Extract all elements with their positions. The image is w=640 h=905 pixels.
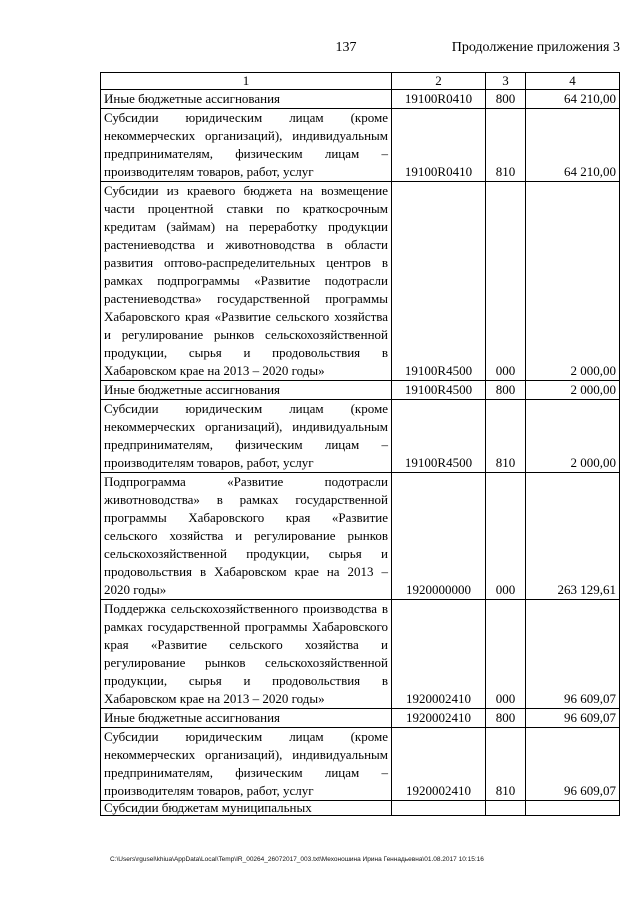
table-header-row xyxy=(101,73,620,90)
row-code: 19100R4500 xyxy=(392,400,486,473)
row-amount: 2 000,00 xyxy=(526,400,620,473)
row-expense-type: 800 xyxy=(486,90,526,109)
table-row xyxy=(101,90,620,109)
row-name: Иные бюджетные ассигнования xyxy=(101,381,392,400)
continuation-label: Продолжение приложения 3 xyxy=(451,40,620,55)
row-amount: 96 609,07 xyxy=(526,709,620,728)
row-name: Иные бюджетные ассигнования xyxy=(101,709,392,728)
table-row xyxy=(101,109,620,182)
row-code: 19100R4500 xyxy=(392,381,486,400)
row-expense-type: 000 xyxy=(486,182,526,381)
row-name: Поддержка сельскохозяйственного производства в рамках государственной программы Хабаровского края «Развитие сельского хозяйства и регулирование рынков сельскохозяйственной продукции, сырья и продовольствия в Хабаровском крае на 2013 – 2020 годы» xyxy=(101,600,392,709)
budget-table xyxy=(100,72,620,816)
page-number: 137 xyxy=(335,40,357,55)
column-header: 2 xyxy=(392,73,486,90)
row-name: Подпрограмма «Развитие подотрасли животноводства» в рамках государственной программы Хабаровского края «Развитие сельского хозяйства и регулирование рынков сельскохозяйственной продукции, сырья и продовольствия в Хабаровском крае на 2013 – 2020 годы» xyxy=(101,473,392,600)
column-header: 4 xyxy=(526,73,620,90)
row-expense-type: 810 xyxy=(486,400,526,473)
table-row xyxy=(101,801,620,816)
row-amount: 96 609,07 xyxy=(526,728,620,801)
file-path-footer: C:\Users\rgusel\khiua\AppData\Local\Temp\IR_00264_26072017_003.txt\Мехоношина Ирина Геннадьевна\01.08.2017 10:15:16 xyxy=(110,856,484,863)
table-row xyxy=(101,600,620,709)
row-name: Иные бюджетные ассигнования xyxy=(101,90,392,109)
row-expense-type: 000 xyxy=(486,600,526,709)
row-amount: 2 000,00 xyxy=(526,182,620,381)
row-amount: 263 129,61 xyxy=(526,473,620,600)
row-code: 1920002410 xyxy=(392,728,486,801)
row-expense-type: 810 xyxy=(486,728,526,801)
row-code: 19100R0410 xyxy=(392,90,486,109)
row-code: 1920002410 xyxy=(392,709,486,728)
row-code: 19100R0410 xyxy=(392,109,486,182)
row-amount: 64 210,00 xyxy=(526,109,620,182)
row-name: Субсидии из краевого бюджета на возмещение части процентной ставки по краткосрочным кредитам (займам) на переработку продукции растениеводства и животноводства в области развития оптово-распределительных центров в рамках подпрограммы «Развитие подотрасли растениеводства» государственной программы Хабаровского края «Развитие сельского хозяйства и регулирование рынков сельскохозяйственной продукции, сырья и продовольствия в Хабаровском крае на 2013 – 2020 годы» xyxy=(101,182,392,381)
row-amount: 96 609,07 xyxy=(526,600,620,709)
row-expense-type: 800 xyxy=(486,381,526,400)
table-row xyxy=(101,709,620,728)
table-row xyxy=(101,182,620,381)
column-header: 1 xyxy=(101,73,392,90)
row-code: 1920002410 xyxy=(392,600,486,709)
row-name: Субсидии юридическим лицам (кроме некоммерческих организаций), индивидуальным предпринимателям, физическим лицам – производителям товаров, работ, услуг xyxy=(101,728,392,801)
row-name xyxy=(101,801,392,816)
row-expense-type: 810 xyxy=(486,109,526,182)
column-header: 3 xyxy=(486,73,526,90)
row-expense-type xyxy=(486,801,526,816)
row-code: 1920000000 xyxy=(392,473,486,600)
row-code xyxy=(392,801,486,816)
row-name: Субсидии юридическим лицам (кроме некоммерческих организаций), индивидуальным предпринимателям, физическим лицам – производителям товаров, работ, услуг xyxy=(101,400,392,473)
table-row xyxy=(101,400,620,473)
table-row xyxy=(101,381,620,400)
row-amount xyxy=(526,801,620,816)
row-name: Субсидии юридическим лицам (кроме некоммерческих организаций), индивидуальным предпринимателям, физическим лицам – производителям товаров, работ, услуг xyxy=(101,109,392,182)
row-expense-type: 800 xyxy=(486,709,526,728)
row-expense-type: 000 xyxy=(486,473,526,600)
row-amount: 2 000,00 xyxy=(526,381,620,400)
row-amount: 64 210,00 xyxy=(526,90,620,109)
table-row xyxy=(101,473,620,600)
row-name-text: Субсидии бюджетам муниципальных xyxy=(104,801,312,815)
table-row xyxy=(101,728,620,801)
row-code: 19100R4500 xyxy=(392,182,486,381)
